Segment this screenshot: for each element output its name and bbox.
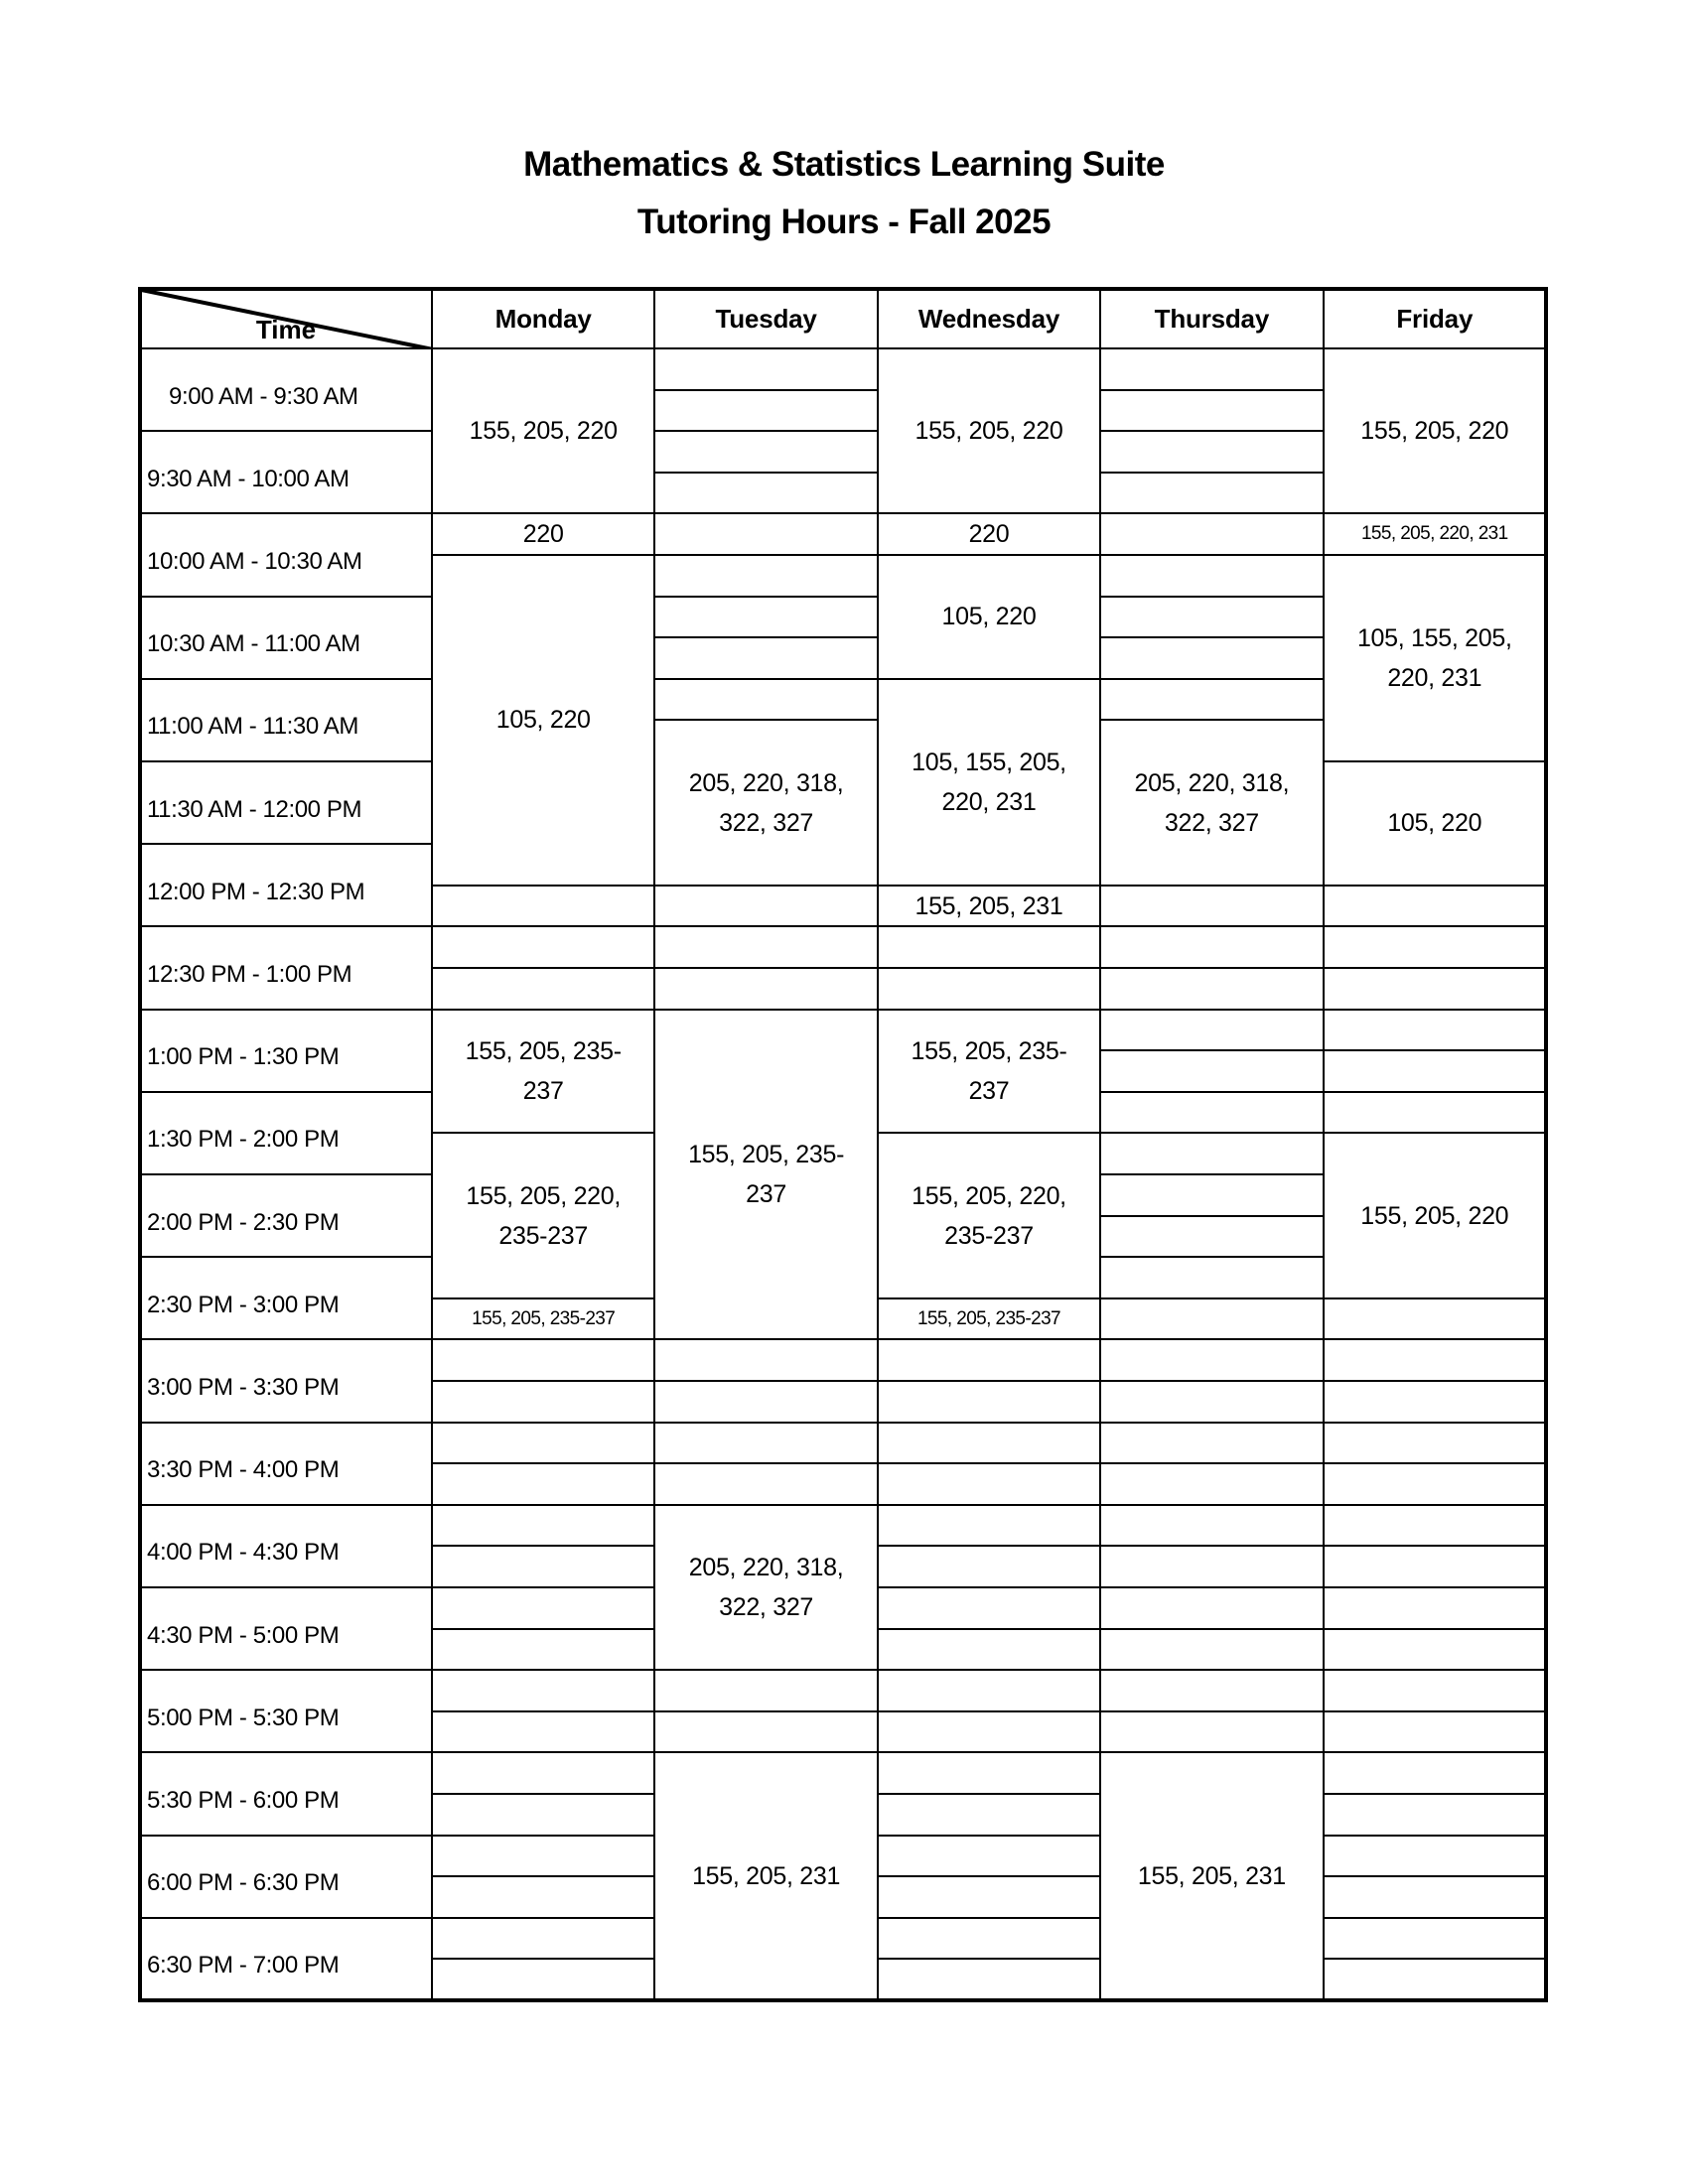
tutoring-block-monday-text: 220 — [522, 520, 564, 549]
document-subtitle: Tutoring Hours - Fall 2025 — [636, 203, 1052, 241]
tutoring-block-friday — [1323, 347, 1547, 514]
empty-slot-thursday — [1099, 389, 1324, 433]
time-slot-label — [139, 1586, 433, 1671]
time-slot-label — [139, 678, 433, 762]
empty-slot-friday — [1323, 1835, 1547, 1878]
empty-slot-monday — [431, 1958, 655, 2001]
empty-slot-thursday — [1099, 1710, 1324, 1754]
tutoring-block-monday-text: 155, 205, 235-237 — [465, 1036, 622, 1105]
empty-slot-tuesday — [653, 430, 878, 474]
empty-slot-wednesday — [877, 1422, 1101, 1465]
tutoring-block-tuesday — [653, 719, 878, 886]
time-slot-label-text: 1:00 PM - 1:30 PM — [147, 1043, 340, 1071]
empty-slot-tuesday — [653, 554, 878, 598]
empty-slot-wednesday — [877, 1462, 1101, 1506]
time-slot-label — [139, 760, 433, 845]
empty-slot-tuesday — [653, 512, 878, 556]
tutoring-block-wednesday — [877, 885, 1101, 928]
tutoring-block-monday — [431, 1132, 655, 1298]
tutoring-block-friday — [1323, 1132, 1547, 1298]
tutoring-block-wednesday — [877, 347, 1101, 514]
tutoring-block-tuesday — [653, 1751, 878, 2001]
empty-slot-monday — [431, 967, 655, 1011]
empty-slot-thursday — [1099, 1422, 1324, 1465]
empty-slot-thursday — [1099, 1504, 1324, 1548]
time-slot-label-text: 4:00 PM - 4:30 PM — [147, 1539, 340, 1567]
empty-slot-tuesday — [653, 636, 878, 680]
time-slot-label-text: 3:00 PM - 3:30 PM — [147, 1373, 340, 1401]
day-header-thursday-text: Thursday — [1154, 304, 1270, 334]
empty-slot-tuesday — [653, 885, 878, 928]
empty-slot-tuesday — [653, 389, 878, 433]
empty-slot-friday — [1323, 967, 1547, 1011]
day-header-thursday — [1099, 288, 1324, 349]
empty-slot-monday — [431, 1669, 655, 1712]
tutoring-block-wednesday-text: 155, 205, 235-237 — [916, 1307, 1061, 1329]
empty-slot-monday — [431, 1628, 655, 1672]
empty-slot-wednesday — [877, 925, 1101, 969]
empty-slot-monday — [431, 1835, 655, 1878]
tutoring-block-wednesday-text: 155, 205, 235-237 — [911, 1036, 1067, 1105]
tutoring-block-friday-text: 155, 205, 220 — [1360, 417, 1509, 446]
time-slot-label-text: 6:30 PM - 7:00 PM — [147, 1952, 340, 1979]
empty-slot-wednesday — [877, 1545, 1101, 1588]
time-slot-label — [139, 1835, 433, 1919]
empty-slot-friday — [1323, 1751, 1547, 1795]
empty-slot-wednesday — [877, 1835, 1101, 1878]
empty-slot-thursday — [1099, 678, 1324, 722]
empty-slot-wednesday — [877, 1338, 1101, 1382]
day-header-monday — [431, 288, 655, 349]
time-slot-label-text: 6:00 PM - 6:30 PM — [147, 1869, 340, 1897]
empty-slot-friday — [1323, 1009, 1547, 1052]
tutoring-block-monday-text: 155, 205, 235-237 — [472, 1307, 616, 1329]
tutoring-block-wednesday — [877, 554, 1101, 680]
empty-slot-monday — [431, 1751, 655, 1795]
empty-slot-friday — [1323, 1917, 1547, 1961]
empty-slot-friday — [1323, 1462, 1547, 1506]
time-slot-label — [139, 1256, 433, 1340]
time-slot-label — [139, 1669, 433, 1753]
tutoring-block-wednesday — [877, 678, 1101, 887]
time-slot-label — [139, 1338, 433, 1423]
empty-slot-monday — [431, 1380, 655, 1424]
empty-slot-thursday — [1099, 1669, 1324, 1712]
tutoring-block-friday — [1323, 512, 1547, 556]
time-slot-label-text: 12:00 PM - 12:30 PM — [147, 878, 365, 905]
empty-slot-thursday — [1099, 1297, 1324, 1341]
empty-slot-thursday — [1099, 1009, 1324, 1052]
empty-slot-friday — [1323, 1710, 1547, 1754]
empty-slot-wednesday — [877, 1669, 1101, 1712]
empty-slot-tuesday — [653, 1380, 878, 1424]
empty-slot-friday — [1323, 1091, 1547, 1135]
empty-slot-thursday — [1099, 1256, 1324, 1299]
empty-slot-tuesday — [653, 1338, 878, 1382]
empty-slot-friday — [1323, 1504, 1547, 1548]
tutoring-block-monday — [431, 554, 655, 887]
tutoring-block-wednesday-text: 220 — [968, 520, 1010, 549]
empty-slot-friday — [1323, 925, 1547, 969]
empty-slot-wednesday — [877, 1751, 1101, 1795]
day-header-tuesday-text: Tuesday — [715, 304, 817, 334]
empty-slot-wednesday — [877, 1710, 1101, 1754]
empty-slot-wednesday — [877, 1628, 1101, 1672]
empty-slot-thursday — [1099, 1462, 1324, 1506]
empty-slot-thursday — [1099, 1049, 1324, 1093]
empty-slot-friday — [1323, 1380, 1547, 1424]
time-slot-label — [139, 1504, 433, 1588]
empty-slot-tuesday — [653, 1462, 878, 1506]
tutoring-block-tuesday — [653, 1009, 878, 1341]
tutoring-block-wednesday-text: 105, 155, 205, 220, 231 — [912, 748, 1066, 816]
empty-slot-friday — [1323, 1297, 1547, 1341]
time-slot-label-text: 2:00 PM - 2:30 PM — [147, 1208, 340, 1236]
empty-slot-wednesday — [877, 1793, 1101, 1837]
empty-slot-monday — [431, 925, 655, 969]
time-slot-label-text: 1:30 PM - 2:00 PM — [147, 1126, 340, 1154]
day-header-friday — [1323, 288, 1547, 349]
empty-slot-friday — [1323, 1958, 1547, 2001]
empty-slot-wednesday — [877, 967, 1101, 1011]
empty-slot-monday — [431, 1793, 655, 1837]
tutoring-block-wednesday-text: 155, 205, 220, 235-237 — [912, 1181, 1066, 1250]
day-header-monday-text: Monday — [494, 304, 592, 334]
empty-slot-friday — [1323, 1338, 1547, 1382]
tutoring-block-monday — [431, 512, 655, 556]
tutoring-block-tuesday-text: 155, 205, 231 — [692, 1862, 841, 1891]
tutoring-block-friday-text: 155, 205, 220, 231 — [1360, 523, 1508, 545]
empty-slot-thursday — [1099, 1628, 1324, 1672]
empty-slot-thursday — [1099, 636, 1324, 680]
tutoring-block-tuesday-text: 205, 220, 318, 322, 327 — [688, 768, 844, 837]
tutoring-block-monday — [431, 1297, 655, 1341]
empty-slot-monday — [431, 1462, 655, 1506]
time-slot-label — [139, 1751, 433, 1836]
time-slot-label-text: 9:00 AM - 9:30 AM — [169, 382, 358, 410]
tutoring-block-monday-text: 105, 220 — [495, 706, 591, 735]
empty-slot-friday — [1323, 885, 1547, 928]
empty-slot-tuesday — [653, 967, 878, 1011]
empty-slot-monday — [431, 1875, 655, 1919]
empty-slot-monday — [431, 1422, 655, 1465]
tutoring-block-wednesday — [877, 1009, 1101, 1135]
empty-slot-thursday — [1099, 430, 1324, 474]
empty-slot-monday — [431, 1504, 655, 1548]
empty-slot-wednesday — [877, 1917, 1101, 1961]
empty-slot-wednesday — [877, 1380, 1101, 1424]
empty-slot-tuesday — [653, 1710, 878, 1754]
empty-slot-thursday — [1099, 1338, 1324, 1382]
empty-slot-thursday — [1099, 967, 1324, 1011]
tutoring-block-monday — [431, 347, 655, 514]
empty-slot-tuesday — [653, 347, 878, 391]
time-slot-label-text: 5:30 PM - 6:00 PM — [147, 1786, 340, 1814]
empty-slot-friday — [1323, 1875, 1547, 1919]
time-column-header: Time — [255, 315, 317, 344]
time-slot-label-text: 9:30 AM - 10:00 AM — [147, 465, 350, 492]
empty-slot-tuesday — [653, 1422, 878, 1465]
empty-slot-thursday — [1099, 1545, 1324, 1588]
empty-slot-thursday — [1099, 925, 1324, 969]
empty-slot-wednesday — [877, 1586, 1101, 1630]
tutoring-block-monday-text: 155, 205, 220 — [469, 417, 618, 446]
tutoring-block-friday-text: 105, 155, 205, 220, 231 — [1356, 624, 1512, 692]
empty-slot-monday — [431, 1545, 655, 1588]
empty-slot-monday — [431, 885, 655, 928]
empty-slot-thursday — [1099, 1586, 1324, 1630]
tutoring-block-wednesday — [877, 512, 1101, 556]
time-slot-label — [139, 347, 433, 432]
empty-slot-monday — [431, 1917, 655, 1961]
empty-slot-thursday — [1099, 1091, 1324, 1135]
time-slot-label — [139, 1091, 433, 1175]
tutoring-block-tuesday-text: 155, 205, 235-237 — [688, 1140, 845, 1208]
empty-slot-friday — [1323, 1586, 1547, 1630]
time-slot-label — [139, 1422, 433, 1506]
tutoring-block-wednesday-text: 155, 205, 231 — [914, 891, 1063, 920]
empty-slot-tuesday — [653, 472, 878, 515]
time-slot-label-text: 2:30 PM - 3:00 PM — [147, 1291, 340, 1318]
empty-slot-tuesday — [653, 1669, 878, 1712]
tutoring-block-thursday-text: 205, 220, 318, 322, 327 — [1134, 768, 1290, 837]
time-header-corner — [139, 288, 433, 349]
time-slot-label-text: 10:30 AM - 11:00 AM — [147, 630, 360, 658]
day-header-friday-text: Friday — [1396, 304, 1474, 334]
tutoring-block-friday — [1323, 554, 1547, 762]
empty-slot-thursday — [1099, 472, 1324, 515]
empty-slot-friday — [1323, 1422, 1547, 1465]
time-slot-label-text: 11:00 AM - 11:30 AM — [147, 713, 358, 741]
empty-slot-wednesday — [877, 1504, 1101, 1548]
time-slot-label-text: 11:30 AM - 12:00 PM — [147, 795, 362, 823]
empty-slot-thursday — [1099, 885, 1324, 928]
time-slot-label — [139, 1173, 433, 1258]
tutoring-block-thursday — [1099, 719, 1324, 886]
tutoring-block-wednesday — [877, 1297, 1101, 1341]
empty-slot-wednesday — [877, 1875, 1101, 1919]
empty-slot-thursday — [1099, 1132, 1324, 1175]
time-slot-label-text: 5:00 PM - 5:30 PM — [147, 1704, 340, 1731]
empty-slot-friday — [1323, 1049, 1547, 1093]
empty-slot-thursday — [1099, 1380, 1324, 1424]
empty-slot-wednesday — [877, 1958, 1101, 2001]
empty-slot-tuesday — [653, 678, 878, 722]
tutoring-block-monday-text: 155, 205, 220, 235-237 — [466, 1181, 622, 1250]
empty-slot-monday — [431, 1586, 655, 1630]
tutoring-block-thursday — [1099, 1751, 1324, 2001]
tutoring-block-wednesday-text: 105, 220 — [941, 603, 1037, 631]
day-header-wednesday-text: Wednesday — [917, 304, 1060, 334]
time-slot-label — [139, 1917, 433, 2001]
day-header-wednesday — [877, 288, 1101, 349]
empty-slot-friday — [1323, 1669, 1547, 1712]
tutoring-block-friday — [1323, 760, 1547, 887]
time-slot-label-text: 4:30 PM - 5:00 PM — [147, 1621, 340, 1649]
tutoring-block-thursday-text: 155, 205, 231 — [1137, 1862, 1286, 1891]
empty-slot-thursday — [1099, 347, 1324, 391]
day-header-tuesday — [653, 288, 878, 349]
tutoring-block-friday-text: 105, 220 — [1387, 809, 1482, 838]
tutoring-block-tuesday-text: 205, 220, 318, 322, 327 — [688, 1553, 844, 1621]
tutoring-block-wednesday — [877, 1132, 1101, 1298]
empty-slot-friday — [1323, 1628, 1547, 1672]
empty-slot-friday — [1323, 1545, 1547, 1588]
tutoring-block-friday-text: 155, 205, 220 — [1360, 1201, 1509, 1230]
time-slot-label — [139, 596, 433, 680]
tutoring-block-monday — [431, 1009, 655, 1135]
empty-slot-friday — [1323, 1793, 1547, 1837]
tutoring-block-tuesday — [653, 1504, 878, 1671]
time-slot-label-text: 3:30 PM - 4:00 PM — [147, 1456, 340, 1484]
empty-slot-thursday — [1099, 596, 1324, 639]
empty-slot-monday — [431, 1710, 655, 1754]
empty-slot-thursday — [1099, 1173, 1324, 1217]
empty-slot-thursday — [1099, 512, 1324, 556]
empty-slot-tuesday — [653, 925, 878, 969]
time-slot-label-text: 12:30 PM - 1:00 PM — [147, 960, 352, 988]
empty-slot-thursday — [1099, 1215, 1324, 1259]
empty-slot-tuesday — [653, 596, 878, 639]
time-slot-label — [139, 512, 433, 597]
time-slot-label — [139, 1009, 433, 1093]
tutoring-block-wednesday-text: 155, 205, 220 — [914, 417, 1063, 446]
time-slot-label — [139, 843, 433, 927]
empty-slot-thursday — [1099, 554, 1324, 598]
time-slot-label — [139, 430, 433, 514]
document-title: Mathematics & Statistics Learning Suite — [523, 145, 1165, 184]
time-slot-label — [139, 925, 433, 1010]
empty-slot-monday — [431, 1338, 655, 1382]
time-slot-label-text: 10:00 AM - 10:30 AM — [147, 547, 362, 575]
